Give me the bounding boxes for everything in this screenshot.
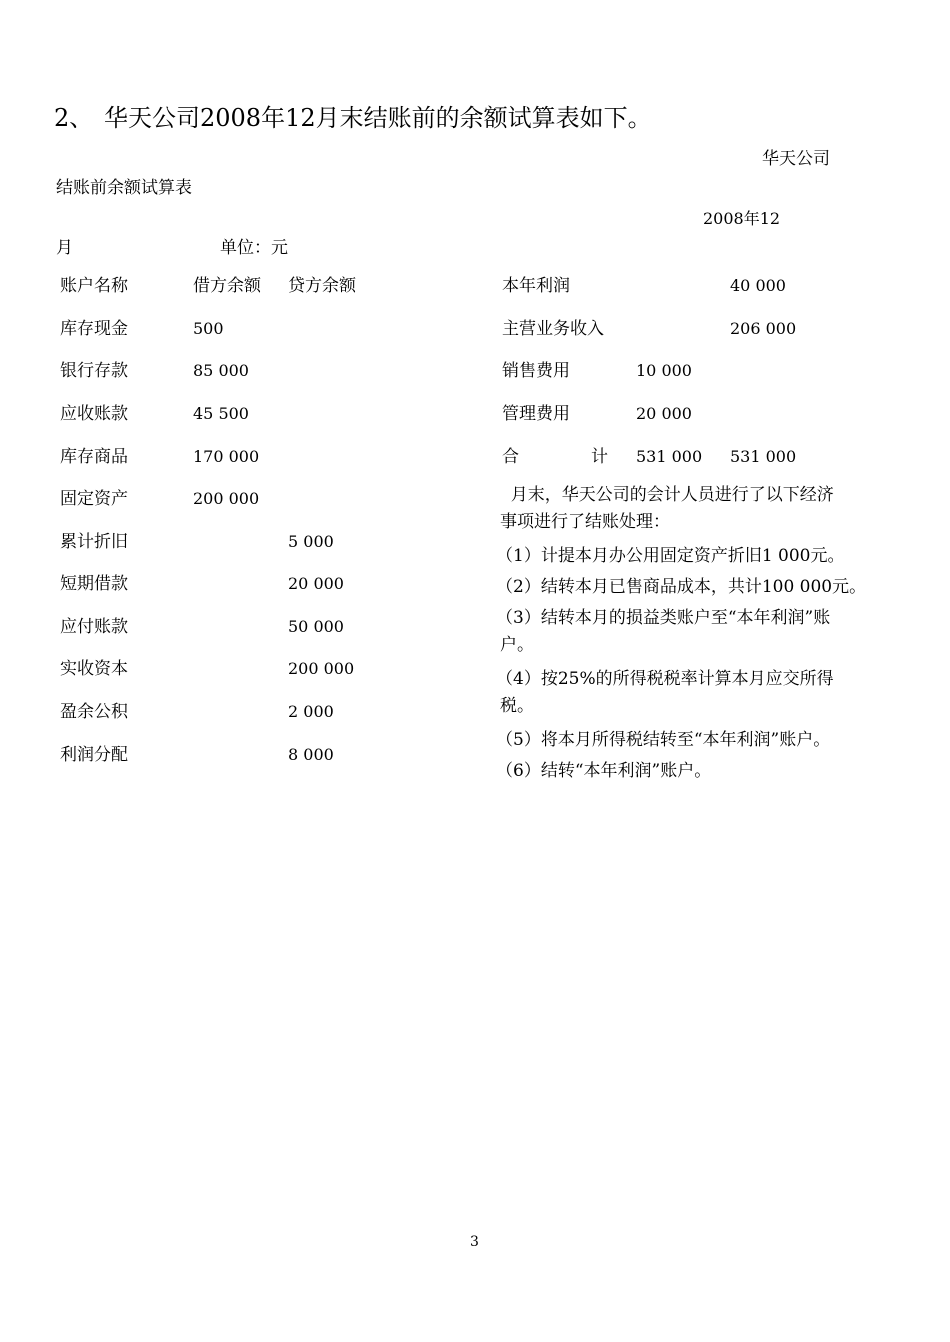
credit-amount: 8 000: [288, 745, 334, 764]
unit-label: 单位：元: [220, 238, 288, 258]
total-debit: 531 000: [636, 447, 703, 466]
list-item: （2）结转本月已售商品成本，共计100 000元。: [496, 577, 867, 597]
account-name: 固定资产: [60, 489, 128, 509]
debit-amount: 85 000: [193, 361, 249, 380]
credit-amount: 206 000: [730, 319, 797, 338]
total-label-right: 计: [591, 447, 608, 467]
account-name: 盈余公积: [60, 702, 128, 722]
debit-amount: 45 500: [193, 404, 249, 423]
debit-amount: 500: [193, 319, 224, 338]
account-name: 应付账款: [60, 617, 128, 637]
list-item-continuation: 税。: [500, 696, 534, 716]
credit-amount: 2 000: [288, 702, 334, 721]
debit-amount: 20 000: [636, 404, 692, 423]
account-name: 管理费用: [502, 404, 570, 424]
debit-amount: 170 000: [193, 447, 260, 466]
credit-amount: 200 000: [288, 659, 355, 678]
account-name: 本年利润: [502, 276, 570, 296]
account-name: 销售费用: [502, 361, 570, 381]
header-account-name: 账户名称: [60, 276, 128, 296]
header-debit: 借方余额: [193, 276, 261, 296]
list-item: （4）按25%的所得税税率计算本月应交所得: [496, 669, 834, 689]
month-char: 月: [56, 238, 73, 258]
heading-text: 华天公司2008年12月末结账前的余额试算表如下。: [104, 104, 652, 132]
list-item: （1）计提本月办公用固定资产折旧1 000元。: [496, 546, 845, 566]
list-item: （5）将本月所得税结转至“本年利润”账户。: [496, 730, 831, 750]
list-item-continuation: 户。: [500, 635, 534, 655]
page-number: 3: [470, 1234, 479, 1250]
list-item: （6）结转“本年利润”账户。: [496, 761, 712, 781]
account-name: 短期借款: [60, 574, 128, 594]
intro-line: 月末，华天公司的会计人员进行了以下经济: [500, 485, 834, 505]
account-name: 银行存款: [60, 361, 128, 381]
table-title: 结账前余额试算表: [56, 178, 192, 198]
debit-amount: 200 000: [193, 489, 260, 508]
account-name: 库存商品: [60, 447, 128, 467]
date-line: 2008年12: [703, 209, 781, 228]
account-name: 库存现金: [60, 319, 128, 339]
company-name: 华天公司: [762, 149, 830, 169]
account-name: 累计折旧: [60, 532, 128, 552]
account-name: 实收资本: [60, 659, 128, 679]
heading-number: 2、: [54, 104, 94, 132]
credit-amount: 50 000: [288, 617, 344, 636]
credit-amount: 5 000: [288, 532, 334, 551]
debit-amount: 10 000: [636, 361, 692, 380]
account-name: 主营业务收入: [502, 319, 604, 339]
header-credit: 贷方余额: [288, 276, 356, 296]
intro-line: 事项进行了结账处理：: [500, 512, 670, 532]
credit-amount: 40 000: [730, 276, 786, 295]
credit-amount: 20 000: [288, 574, 344, 593]
account-name: 利润分配: [60, 745, 128, 765]
total-label-left: 合: [502, 447, 519, 467]
list-item: （3）结转本月的损益类账户至“本年利润”账: [496, 608, 831, 628]
account-name: 应收账款: [60, 404, 128, 424]
total-credit: 531 000: [730, 447, 797, 466]
